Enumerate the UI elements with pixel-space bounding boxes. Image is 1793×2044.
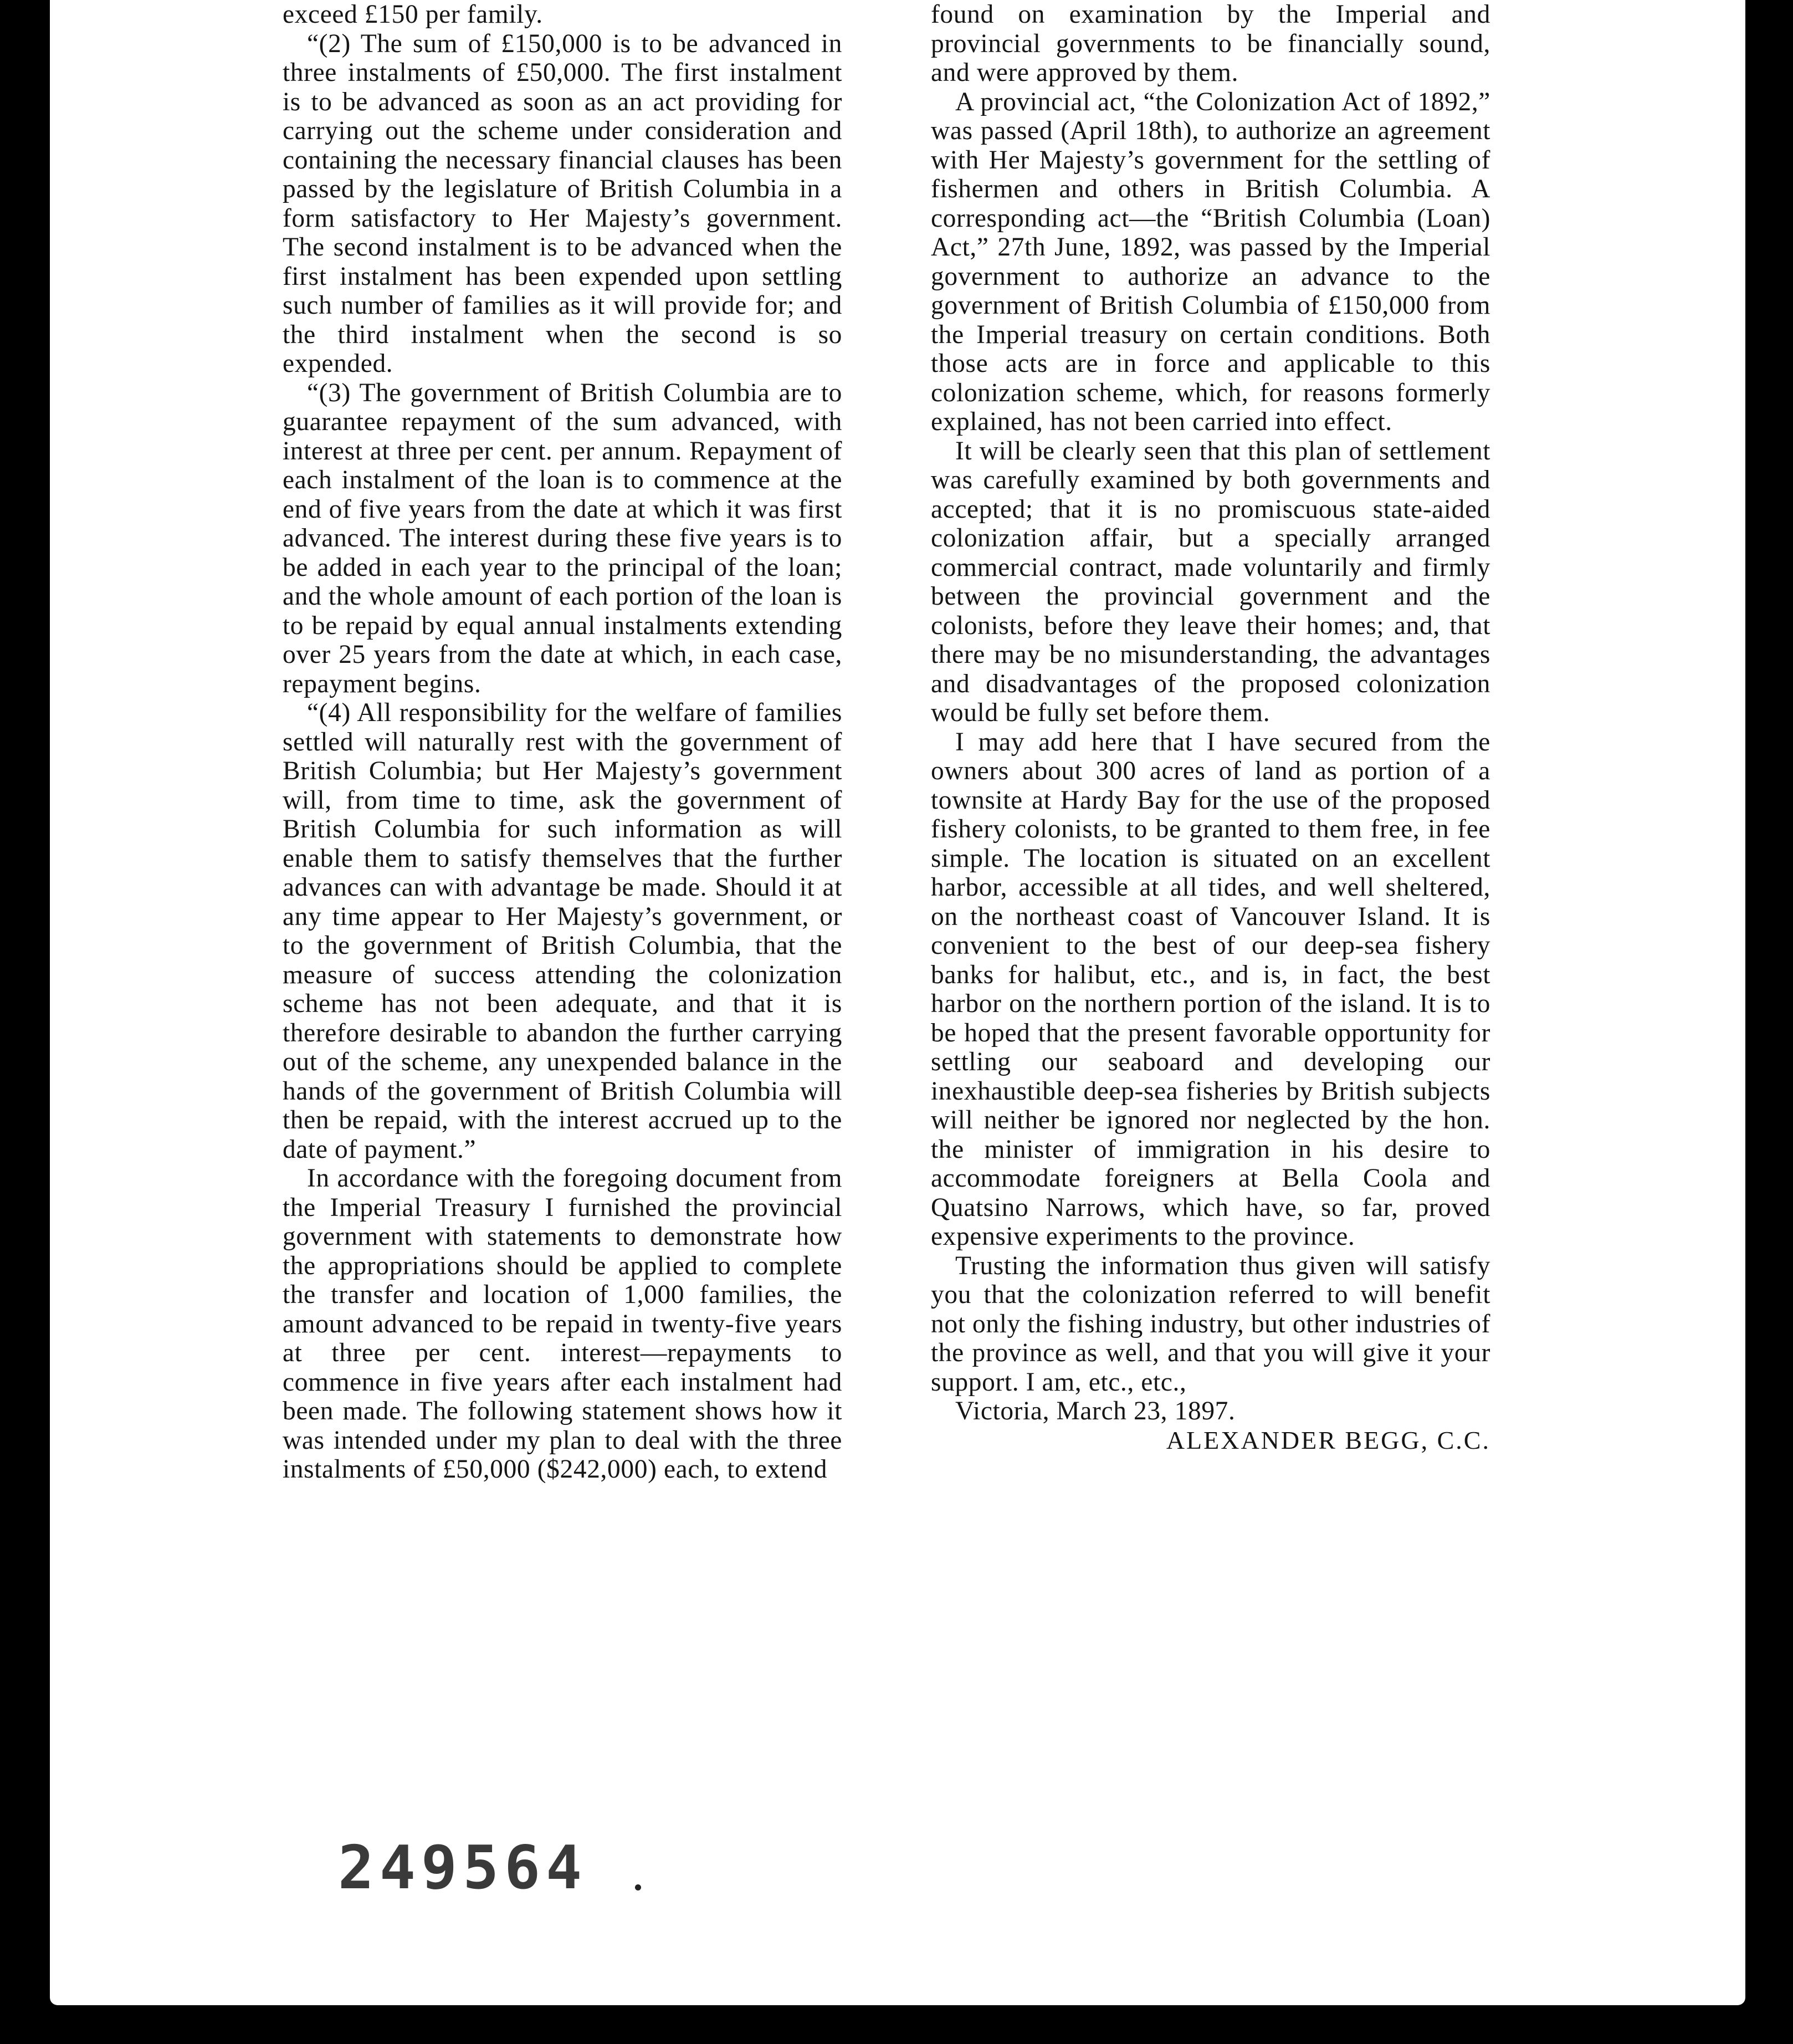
dateline: Victoria, March 23, 1897. (955, 1397, 1236, 1425)
paragraph: In accordance with the foregoing document from the Imperial Treasury I furnished the provincial government with statements to demonstrate how the appropriations should be applied to complete the transfer and location of 1,000 families, the amount advanced to be repaid in twenty-five years at three per cent. interest—repayments to commence in five years after each instalment had been made. The following statement shows how it was intended under my plan to deal with the three instalments of £50,000 ($242,000) each, to extend (283, 1164, 842, 1484)
paragraph: “(4) All responsibility for the welfare of families settled will naturally rest with the government of British Columbia; but Her Majesty’s government will, from time to time, ask the government of British Columbia for such information as will enable them to satisfy themselves that the further advances can with advantage be made. Should it at any time appear to Her Majesty’s government, or to the government of British Columbia, that the measure of success attending the colonization scheme has not been adequate, and that it is therefore desirable to abandon the further carrying out of the scheme, any unexpended balance in the hands of the government of British Columbia will then be repaid, with the interest accrued up to the date of payment.” (283, 698, 842, 1164)
paragraph: found on examination by the Imperial and provincial governments to be financially sound, and were approved by them. (931, 0, 1490, 87)
paragraph: I may add here that I have secured from the owners about 300 acres of land as portion of a townsite at Hardy Bay for the use of the proposed fishery colonists, to be granted to them free, in fee simple. The location is situated on an excellent harbor, accessible at all tides, and well sheltered, on the northeast coast of Vancouver Island. It is convenient to the best of our deep-sea fishery banks for halibut, etc., and is, in fact, the best harbor on the northern portion of the island. It is to be hoped that the present favorable opportunity for settling our seaboard and developing our inexhaustible deep-sea fisheries by British subjects will neither be ignored nor neglected by the hon. the minister of immigration in his desire to accommodate foreigners at Bella Coola and Quatsino Narrows, which have, so far, proved expensive experiments to the province. (931, 727, 1490, 1251)
left-text-column (283, 0, 842, 1484)
paragraph: “(2) The sum of £150,000 is to be advanced in three instalments of £50,000. The first instalment is to be advanced as soon as an act providing for carrying out the scheme under consideration and containing the necessary financial clauses has been passed by the legislature of British Columbia in a form satisfactory to Her Majesty’s government. The second instalment is to be advanced when the first instalment has been expended upon settling such number of families as it will provide for; and the third instalment when the second is so expended. (283, 29, 842, 378)
paragraph: “(3) The government of British Columbia are to guarantee repayment of the sum advanced, with interest at three per cent. per annum. Repayment of each instalment of the loan is to commence at the end of five years from the date at which it was first advanced. The interest during these five years is to be added in each year to the principal of the loan; and the whole amount of each portion of the loan is to be repaid by equal annual instalments extending over 25 years from the date at which, in each case, repayment begins. (283, 378, 842, 698)
signature: ALEXANDER BEGG, C.C. (1166, 1425, 1490, 1454)
document-page (50, 0, 1745, 2005)
paragraph: Trusting the information thus given will satisfy you that the colonization referred to will benefit not only the fishing industry, but other industries of the province as well, and that you will give it your support. I am, etc., etc., (931, 1251, 1490, 1397)
paragraph: exceed £150 per family. (283, 0, 543, 29)
paragraph: It will be clearly seen that this plan of settlement was carefully examined by both governments and accepted; that it is no promiscuous state-aided colonization affair, but a specially arranged commercial contract, made voluntarily and firmly between the provincial government and the colonists, before they leave their homes; and, that there may be no misunderstanding, the advantages and disadvantages of the proposed colonization would be fully set before them. (931, 436, 1490, 727)
right-text-column (931, 0, 1490, 1455)
stamp-dot (635, 1884, 641, 1890)
accession-number-stamp: 249564 (338, 1833, 588, 1903)
paragraph: A provincial act, “the Colonization Act of 1892,” was passed (April 18th), to authorize an agreement with Her Majesty’s government for the settling of fishermen and others in British Columbia. A corresponding act—the “British Columbia (Loan) Act,” 27th June, 1892, was passed by the Imperial government to authorize an advance to the government of British Columbia of £150,000 from the Imperial treasury on certain conditions. Both those acts are in force and applicable to this colonization scheme, which, for reasons formerly explained, has not been carried into effect. (931, 87, 1490, 436)
